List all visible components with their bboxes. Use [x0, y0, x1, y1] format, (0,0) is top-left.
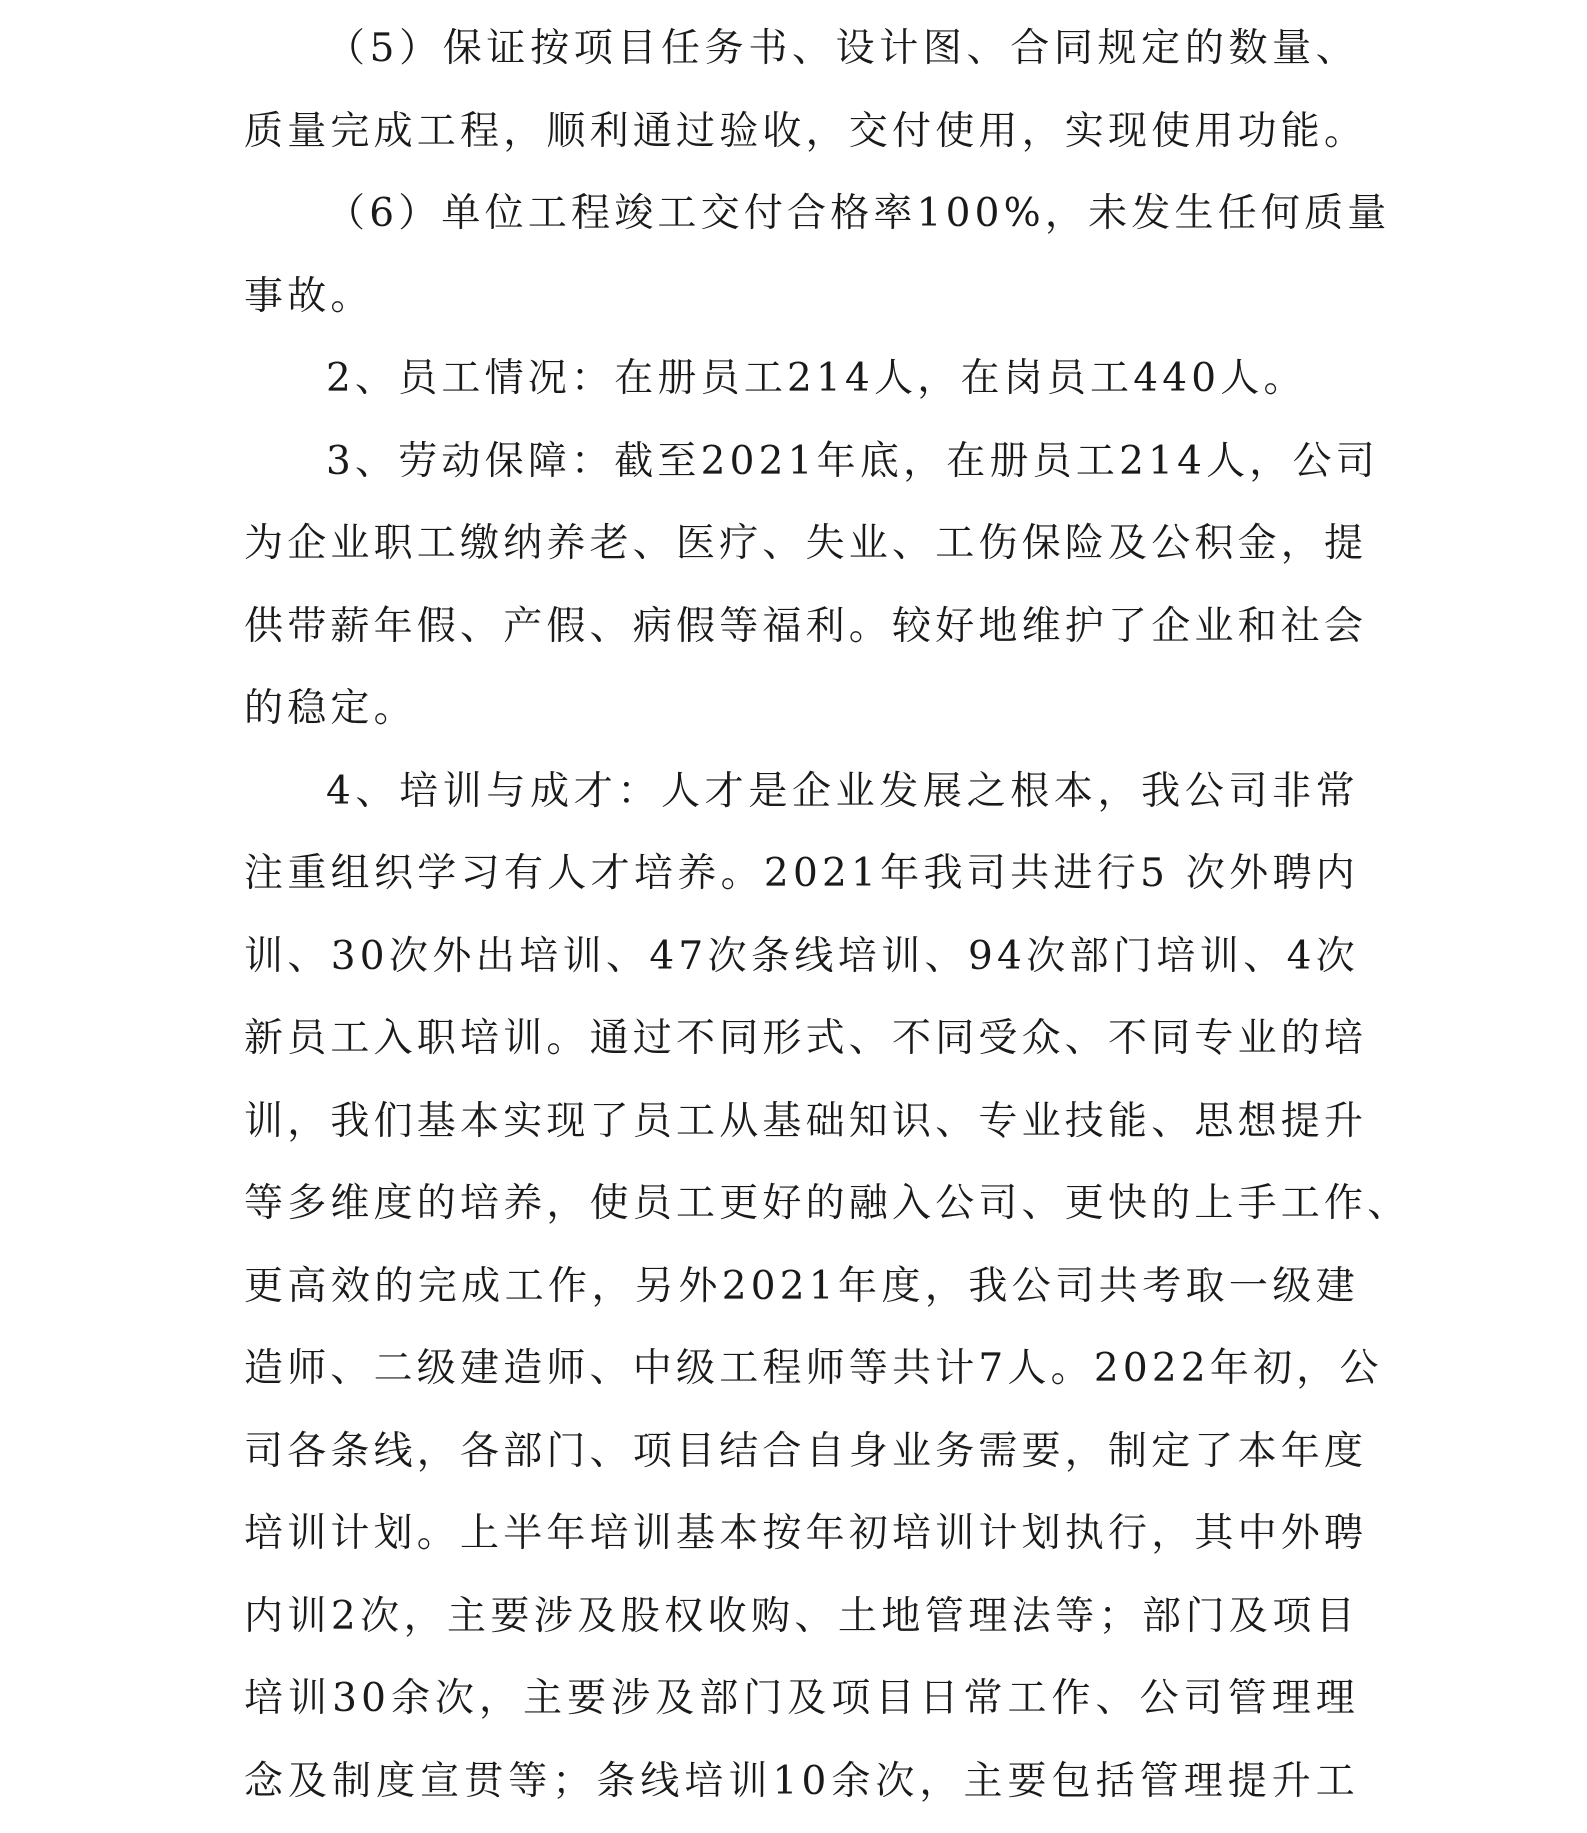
- paragraph-line: 训、30次外出培训、47次条线培训、94次部门培训、4次: [244, 933, 1359, 979]
- paragraph-line: （6）单位工程竣工交付合格率100%，未发生任何质量: [326, 191, 1391, 236]
- paragraph-line: 更高效的完成工作，另外2021年度，我公司共考取一级建: [244, 1263, 1359, 1309]
- paragraph-line: 4、培训与成才：人才是企业发展之根本，我公司非常: [326, 768, 1359, 814]
- paragraph-line: 念及制度宣贯等；条线培训10余次，主要包括管理提升工: [244, 1758, 1359, 1804]
- paragraph-line: 内训2次，主要涉及股权收购、土地管理法等；部门及项目: [244, 1593, 1359, 1639]
- paragraph-line: 事故。: [244, 273, 374, 319]
- paragraph-line: 司各条线，各部门、项目结合自身业务需要，制定了本年度: [244, 1428, 1368, 1474]
- paragraph-line: 供带薪年假、产假、病假等福利。较好地维护了企业和社会: [244, 603, 1368, 649]
- document-body: [244, 8, 1411, 1823]
- paragraph-line: 的稳定。: [244, 686, 417, 731]
- paragraph-line: （5）保证按项目任务书、设计图、合同规定的数量、: [326, 26, 1359, 71]
- paragraph-line: 训，我们基本实现了员工从基础知识、专业技能、思想提升: [244, 1098, 1368, 1144]
- paragraph-line: 等多维度的培养，使员工更好的融入公司、更快的上手工作、: [244, 1181, 1411, 1226]
- paragraph-line: 造师、二级建造师、中级工程师等共计7人。2022年初，公: [244, 1346, 1383, 1391]
- paragraph-line: 新员工入职培训。通过不同形式、不同受众、不同专业的培: [244, 1016, 1368, 1061]
- paragraph-line: 2、员工情况：在册员工214人，在岗员工440人。: [326, 356, 1307, 401]
- paragraph-line: 为企业职工缴纳养老、医疗、失业、工伤保险及公积金，提: [244, 521, 1368, 566]
- paragraph-line: 注重组织学习有人才培养。2021年我司共进行5 次外聘内: [244, 851, 1359, 896]
- paragraph-line: 培训计划。上半年培训基本按年初培训计划执行，其中外聘: [244, 1511, 1368, 1556]
- paragraph-line: 质量完成工程，顺利通过验收，交付使用，实现使用功能。: [244, 108, 1368, 154]
- paragraph-line: 3、劳动保障：截至2021年底，在册员工214人，公司: [326, 438, 1379, 484]
- paragraph-line: 培训30余次，主要涉及部门及项目日常工作、公司管理理: [244, 1676, 1359, 1721]
